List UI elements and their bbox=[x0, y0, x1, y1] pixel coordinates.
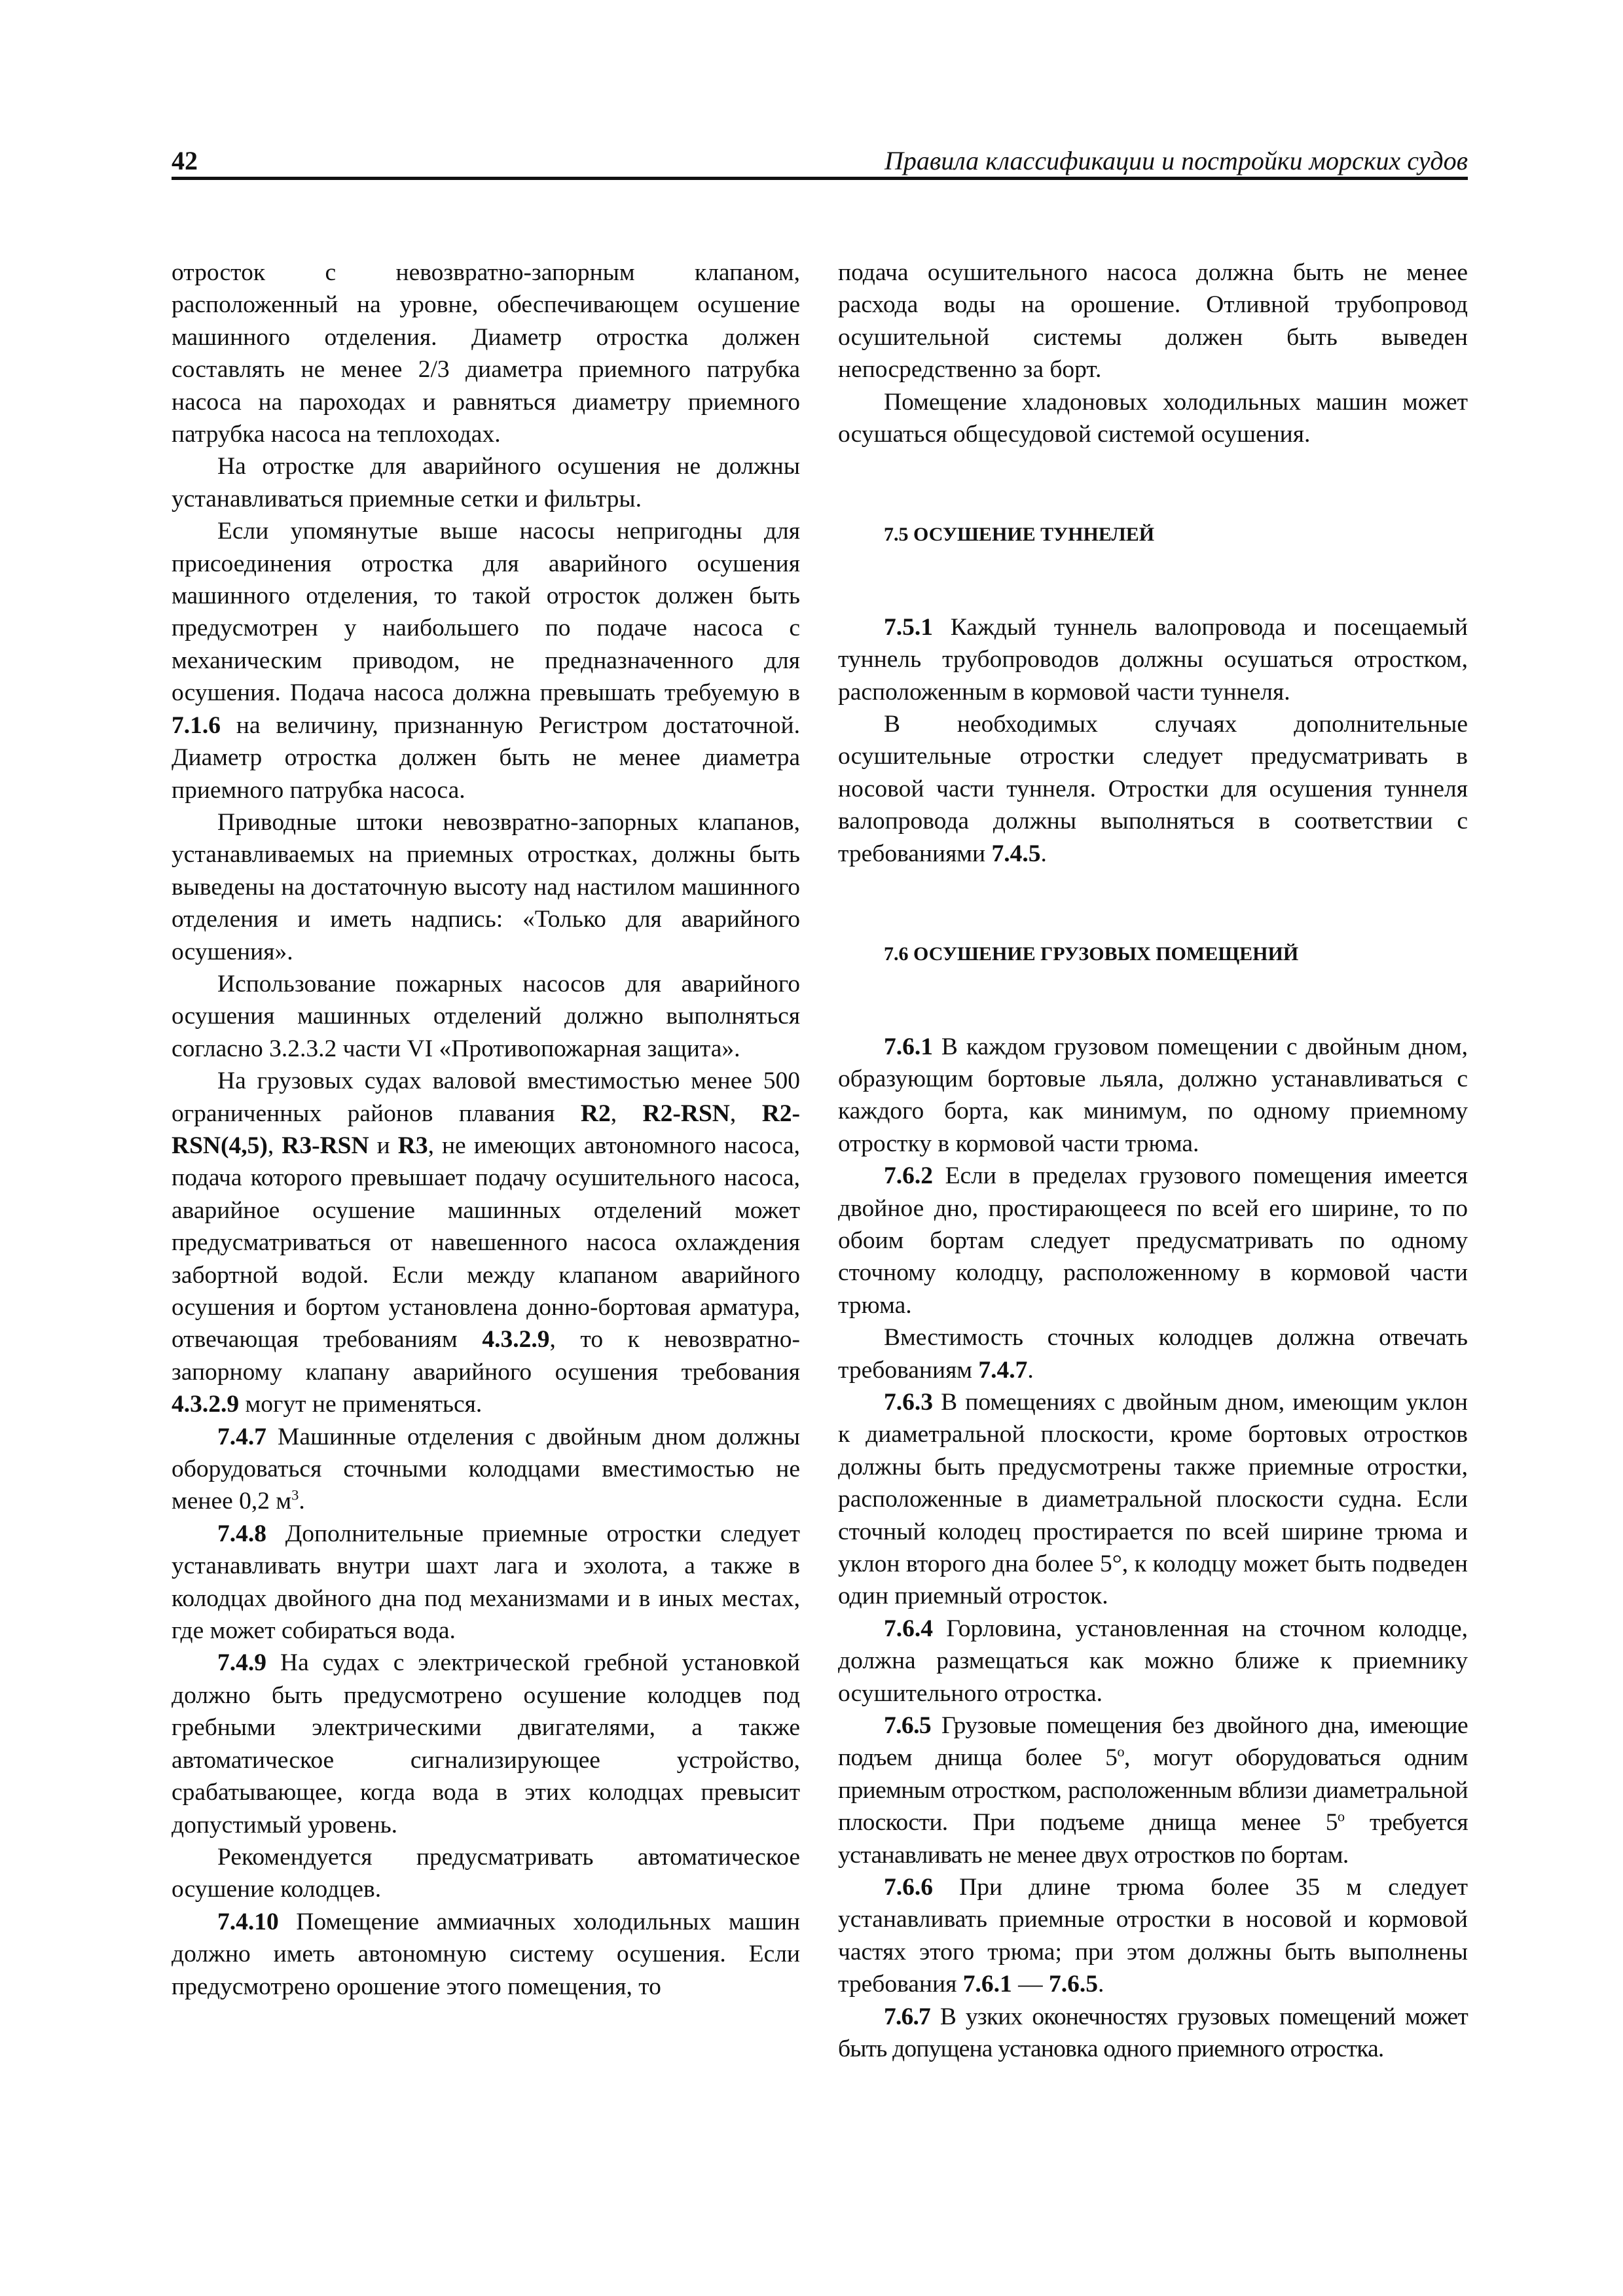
section-reference: 4.3.2.9 bbox=[172, 1391, 240, 1418]
paragraph-text: , могут оборудоваться одним приемным отростком, расположенным вблизи диаметральной плоскости. При подъеме днища менее 5 bbox=[838, 1744, 1468, 1837]
paragraph-text: , то к невозвратно-запорному клапану аварийного осушения требования bbox=[172, 1326, 801, 1386]
section-heading: 7.6 ОСУШЕНИЕ ГРУЗОВЫХ ПОМЕЩЕНИЙ bbox=[884, 943, 1299, 965]
paragraph bbox=[172, 1518, 800, 1647]
paragraph-text: При длине трюма более 35 м следует устанавливать приемные отростки в носовой и кормовой частях этого трюма; при этом должны быть выполнены требования bbox=[838, 1874, 1468, 1998]
clause-number: 7.6.4 bbox=[884, 1615, 933, 1642]
page-header bbox=[172, 145, 1468, 178]
section-heading: 7.5 ОСУШЕНИЕ ТУННЕЛЕЙ bbox=[884, 524, 1155, 546]
paragraph-text: могут не применяться. bbox=[239, 1391, 483, 1418]
paragraph-text: Дополнительные приемные отростки следует устанавливать внутри шахт лага и эхолота, а также в колодцах двойного дна под механизмами и в иных местах, где может собираться вода. bbox=[172, 1520, 800, 1645]
navigation-area-code: R3 bbox=[397, 1132, 428, 1159]
navigation-area-code: R2 bbox=[580, 1100, 611, 1127]
paragraph: подача осушительного насоса должна быть не менее расхода воды на орошение. Отливной трубопровод осушительной системы должен быть выведен непосредственно за борт. bbox=[838, 259, 1468, 384]
paragraph bbox=[172, 515, 800, 806]
section-reference: 7.1.6 bbox=[172, 711, 221, 739]
clause-number: 7.5.1 bbox=[884, 613, 933, 641]
paragraph bbox=[172, 1421, 800, 1518]
paragraph-text: На грузовых судах валовой вместимостью менее 500 ограниченных районов плавания bbox=[172, 1067, 800, 1127]
degree-sign: o bbox=[1117, 1743, 1124, 1760]
clause-number: 7.4.8 bbox=[217, 1520, 266, 1547]
clause-number: 7.6.2 bbox=[884, 1162, 933, 1190]
paragraph bbox=[838, 708, 1468, 870]
paragraph bbox=[838, 1160, 1468, 1321]
paragraph-text: В помещениях с двойным дном, имеющим уклон к диаметральной плоскости, кроме бортовых отростков должны быть предусмотрены также приемные отростки, расположенные в диаметральной плоскости судна. Если сточный колодец простирается по всей ширине трюма и уклон второго дна более 5°, к колодцу может быть подведен один приемный отросток. bbox=[838, 1388, 1468, 1610]
superscript: 3 bbox=[291, 1486, 299, 1503]
paragraph: Рекомендуется предусматривать автоматическое осушение колодцев. bbox=[172, 1843, 800, 1903]
separator-text: , bbox=[610, 1100, 643, 1127]
paragraph-text: Машинные отделения с двойным дном должны оборудоваться сточными колодцами вместимостью не менее 0,2 м bbox=[172, 1423, 800, 1515]
navigation-area-code: R2-RSN bbox=[642, 1100, 730, 1127]
paragraph bbox=[838, 1871, 1468, 2001]
paragraph: Использование пожарных насосов для аварийного осушения машинных отделений должно выполняться согласно 3.2.3.2 части VI «Противопожарная защита». bbox=[172, 970, 800, 1062]
section-reference: 7.4.5 bbox=[991, 840, 1041, 867]
paragraph-text: Горловина, установленная на сточном колодце, должна размещаться как можно ближе к приемнику осушительного отростка. bbox=[838, 1615, 1468, 1707]
paragraph-text: . bbox=[299, 1488, 305, 1515]
header-rule bbox=[172, 177, 1468, 180]
section-reference: 7.6.5 bbox=[1048, 1971, 1098, 1998]
paragraph-text: . bbox=[1027, 1356, 1034, 1384]
navigation-area-code: R3-RSN bbox=[282, 1132, 369, 1159]
paragraph-text: . bbox=[1097, 1971, 1104, 1998]
clause-number: 7.6.5 bbox=[884, 1712, 932, 1740]
clause-number: 7.4.10 bbox=[217, 1908, 279, 1935]
paragraph-text: Помещение аммиачных холодильных машин должно иметь автономную систему осушения. Если предусмотрено орошение этого помещения, то bbox=[172, 1908, 800, 2000]
paragraph-text: на величину, признанную Регистром достаточной. Диаметр отростка должен быть не менее диаметра приемного патрубка насоса. bbox=[172, 711, 800, 804]
paragraph bbox=[838, 611, 1468, 708]
clause-number: 7.6.1 bbox=[884, 1033, 933, 1060]
running-title: Правила классификации и постройки морских судов bbox=[884, 146, 1468, 175]
right-column bbox=[838, 257, 1468, 2066]
paragraph-text: Если упомянутые выше насосы непригодны для присоединения отростка для аварийного осушения машинного отделения, то такой отросток должен быть предусмотрен у наибольшего по подаче насоса с механическим приводом, не предназначенного для осушения. Подача насоса должна превышать требуемую в bbox=[172, 518, 800, 707]
paragraph-text: требуется устанавливать не менее двух отростков по бортам. bbox=[838, 1809, 1468, 1869]
paragraph: На отростке для аварийного осушения не должны устанавливаться приемные сетки и фильтры. bbox=[172, 453, 800, 512]
separator-text: , bbox=[729, 1100, 762, 1127]
paragraph bbox=[838, 1386, 1468, 1613]
paragraph-text: . bbox=[1040, 840, 1047, 867]
section-reference: 7.4.7 bbox=[978, 1356, 1028, 1384]
section-reference: 7.6.1 bbox=[962, 1971, 1012, 1998]
paragraph-text: В каждом грузовом помещении с двойным дном, образующим бортовые льяла, должно устанавливаться с каждого борта, как минимум, по одному приемному отростку в кормовой части трюма. bbox=[838, 1033, 1468, 1157]
dash-text: — bbox=[1012, 1971, 1049, 1998]
paragraph bbox=[838, 1031, 1468, 1160]
paragraph bbox=[172, 1647, 800, 1840]
paragraph bbox=[172, 1065, 800, 1420]
navigation-area-code: R2-RSN(4,5) bbox=[172, 1100, 801, 1159]
paragraph bbox=[838, 1613, 1468, 1710]
paragraph bbox=[838, 1710, 1468, 1871]
paragraph-text: Если в пределах грузового помещения имеется двойное дно, простирающееся по всей его ширине, то по обоим бортам следует предусматривать по одному сточному колодцу, расположенному в кормовой части трюма. bbox=[838, 1162, 1468, 1319]
clause-number: 7.4.7 bbox=[217, 1423, 266, 1450]
clause-number: 7.6.7 bbox=[884, 2003, 931, 2030]
paragraph: Приводные штоки невозвратно-запорных клапанов, устанавливаемых на приемных отростках, должны быть выведены на достаточную высоту над настилом машинного отделения и иметь надпись: «Только для аварийного осушения». bbox=[172, 808, 800, 965]
paragraph-text: В узких оконечностях грузовых помещений может быть допущена установка одного приемного отростка. bbox=[838, 2003, 1468, 2063]
paragraph-text: Вместимость сточных колодцев должна отвечать требованиям bbox=[838, 1324, 1468, 1384]
separator-text: , bbox=[267, 1132, 282, 1159]
paragraph-text: В необходимых случаях дополнительные осушительные отростки следует предусматривать в носовой части туннеля. Отростки для осушения туннеля валопровода должны выполняться в соответствии с требованиями bbox=[838, 711, 1468, 867]
clause-number: 7.4.9 bbox=[217, 1649, 266, 1677]
paragraph: отросток с невозвратно-запорным клапаном, расположенный на уровне, обеспечивающем осушение машинного отделения. Диаметр отростка должен составлять не менее 2/3 диаметра приемного патрубка насоса на пароходах и равняться диаметру приемного патрубка насоса на теплоходах. bbox=[172, 259, 800, 448]
paragraph-text: На судах с электрической гребной установкой должно быть предусмотрено осушение колодцев под гребными электрическими двигателями, а также автоматическое сигнализирующее устройство, срабатывающее, когда вода в этих колодцах превысит допустимый уровень. bbox=[172, 1649, 800, 1839]
paragraph-text: , не имеющих автономного насоса, подача которого превышает подачу осушительного насоса, аварийное осушение машинных отделений может предусматриваться от навешенного насоса охлаждения забортной водой. Если между клапаном аварийного осушения и бортом установлена донно-бортовая арматура, отвечающая требованиям bbox=[172, 1132, 801, 1354]
separator-text: и bbox=[369, 1132, 398, 1159]
degree-sign: o bbox=[1337, 1808, 1345, 1825]
paragraph bbox=[838, 1321, 1468, 1386]
left-column bbox=[172, 257, 800, 2003]
paragraph bbox=[838, 2001, 1468, 2066]
paragraph: Помещение хладоновых холодильных машин может осушаться общесудовой системой осушения. bbox=[838, 388, 1468, 448]
page-number: 42 bbox=[172, 146, 198, 175]
paragraph-text: Грузовые помещения без двойного дна, имеющие подъем днища более 5 bbox=[838, 1712, 1468, 1772]
paragraph-text: Каждый туннель валопровода и посещаемый туннель трубопроводов должны осушаться отростком, расположенным в кормовой части туннеля. bbox=[838, 613, 1468, 706]
paragraph bbox=[172, 1906, 800, 2003]
section-reference: 4.3.2.9 bbox=[482, 1326, 550, 1354]
clause-number: 7.6.6 bbox=[884, 1874, 933, 1901]
clause-number: 7.6.3 bbox=[884, 1388, 933, 1416]
